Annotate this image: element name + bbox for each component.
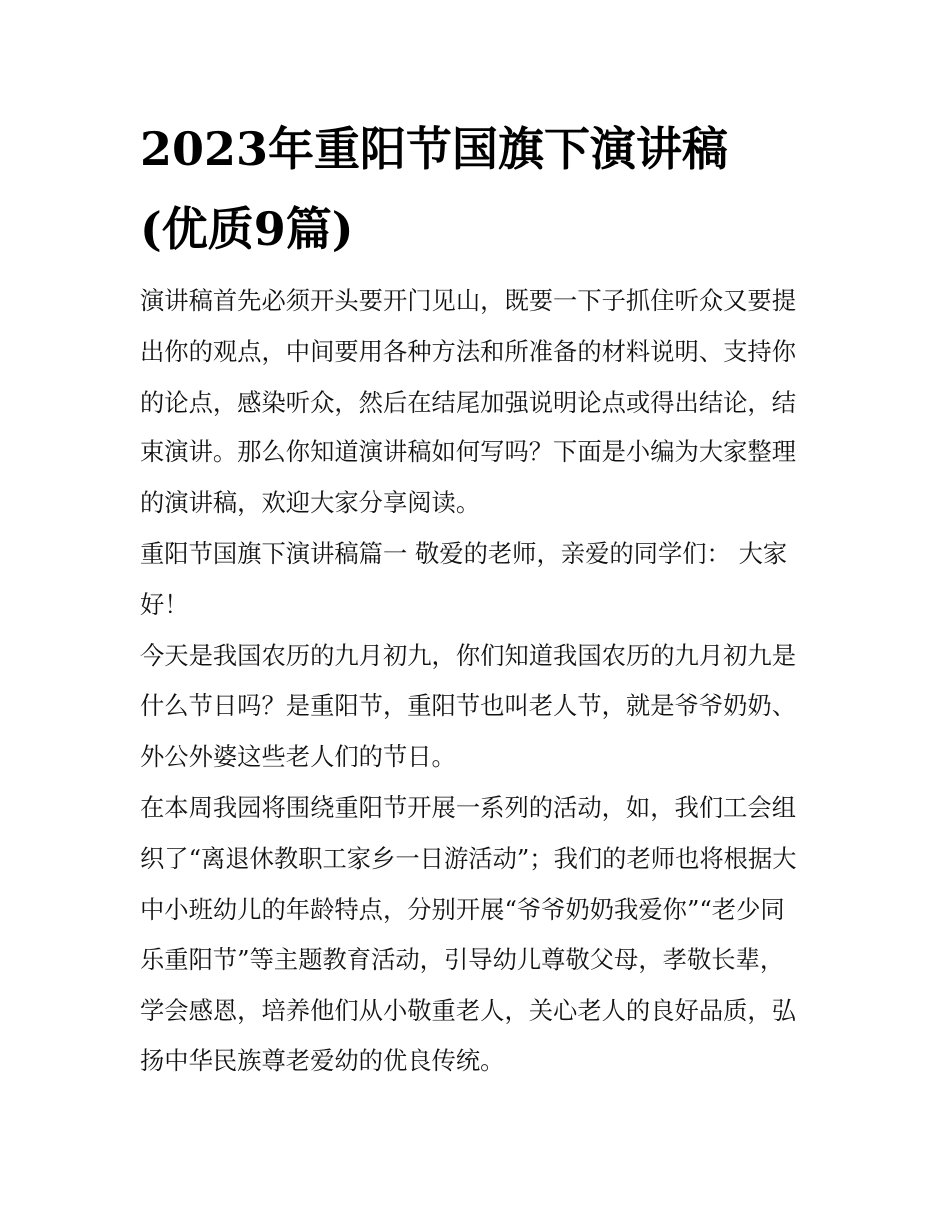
document-title-line: (优质9篇) — [140, 202, 354, 256]
body-text-line: 学会感恩，培养他们从小敬重老人，关心老人的良好品质，弘 — [140, 996, 797, 1025]
body-text-line: 好！ — [140, 590, 189, 619]
body-text-line: 在本周我园将围绕重阳节开展一系列的活动，如，我们工会组 — [140, 793, 797, 822]
body-text-line: 什么节日吗？是重阳节，重阳节也叫老人节，就是爷爷奶奶、 — [140, 691, 797, 720]
body-text-line: 重阳节国旗下演讲稿篇一 敬爱的老师，亲爱的同学们： 大家 — [140, 539, 788, 568]
body-text-line: 外公外婆这些老人们的节日。 — [140, 742, 456, 771]
body-text-line: 束演讲。那么你知道演讲稿如何写吗？下面是小编为大家整理 — [140, 437, 797, 466]
body-text-line: 中小班幼儿的年龄特点，分别开展“爷爷奶奶我爱你”“老少同 — [140, 895, 785, 924]
body-text-line: 乐重阳节”等主题教育活动，引导幼儿尊敬父母，孝敬长辈， — [140, 945, 785, 974]
body-text-line: 织了“离退休教职工家乡一日游活动”；我们的老师也将根据大 — [140, 844, 797, 873]
body-text-line: 扬中华民族尊老爱幼的优良传统。 — [140, 1046, 505, 1075]
body-text-line: 演讲稿首先必须开头要开门见山，既要一下子抓住听众又要提 — [140, 286, 797, 315]
body-text-line: 今天是我国农历的九月初九，你们知道我国农历的九月初九是 — [140, 641, 797, 670]
body-text-line: 出你的观点，中间要用各种方法和所准备的材料说明、支持你 — [140, 337, 797, 366]
document-title-line: 2023年重阳节国旗下演讲稿 — [140, 122, 729, 176]
body-text-line: 的演讲稿，欢迎大家分享阅读。 — [140, 488, 481, 517]
body-text-line: 的论点，感染听众，然后在结尾加强说明论点或得出结论，结 — [140, 388, 797, 417]
